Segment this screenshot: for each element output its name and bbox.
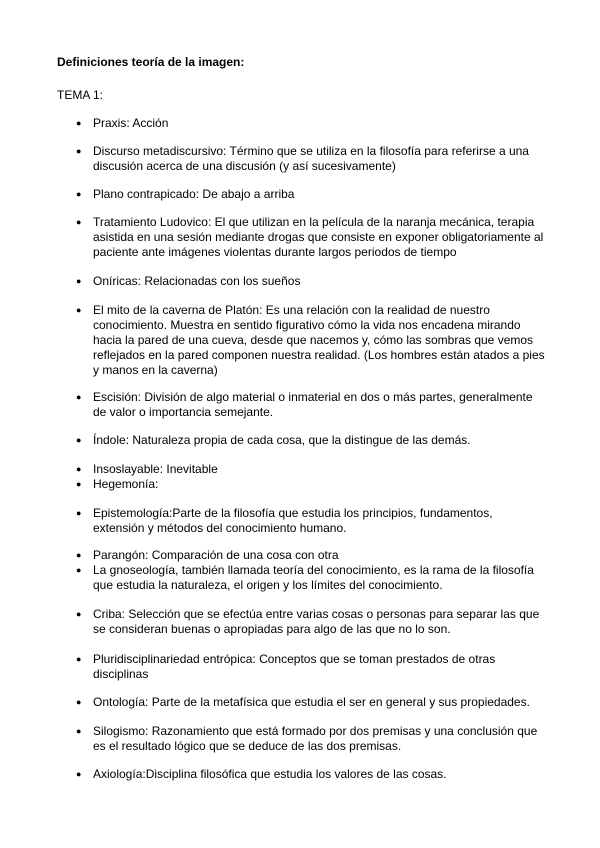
list-item: ● Plano contrapicado: De abajo a arriba (93, 187, 545, 202)
list-item: ● Axiología:Disciplina filosófica que estudia los valores de las cosas. (93, 767, 545, 782)
list-item: ● Tratamiento Ludovico: El que utilizan en la película de la naranja mecánica, terapia asistida en una sesión mediante drogas que consiste en exponer obligatoriamente al paciente ante imágenes violentas durante largos periodos de tiempo (93, 215, 545, 260)
list-item: ● La gnoseología, también llamada teoría del conocimiento, es la rama de la filosofía que estudia la naturaleza, el origen y los límites del conocimiento. (93, 563, 545, 593)
list-item: ● Hegemonía: (93, 477, 545, 492)
list-item: ● Insoslayable: Inevitable (93, 462, 545, 477)
list-item: ● Discurso metadiscursivo: Término que se utiliza en la filosofía para referirse a una discusión acerca de una discusión (y así sucesivamente) (93, 144, 545, 174)
list-item: ● Pluridisciplinariedad entrópica: Conceptos que se toman prestados de otras disciplinas (93, 652, 545, 682)
list-item: ● Oníricas: Relacionadas con los sueños (93, 274, 545, 289)
list-item: ● Parangón: Comparación de una cosa con otra (93, 548, 545, 563)
list-item: ● Epistemología:Parte de la filosofía que estudia los principios, fundamentos, extensión y métodos del conocimiento humano. (93, 506, 545, 536)
list-item: ● Ontología: Parte de la metafísica que estudia el ser en general y sus propiedades. (93, 695, 545, 710)
section-heading: TEMA 1: (57, 88, 104, 102)
list-item: ● Silogismo: Razonamiento que está formado por dos premisas y una conclusión que es el resultado lógico que se deduce de las dos premisas. (93, 724, 545, 754)
list-item: ● Índole: Naturaleza propia de cada cosa, que la distingue de las demás. (93, 433, 545, 448)
list-item: ● Criba: Selección que se efectúa entre varias cosas o personas para separar las que se consideran buenas o apropiadas para algo de las que no lo son. (93, 607, 545, 637)
page-title: Definiciones teoría de la imagen: (57, 55, 245, 69)
list-item: ● El mito de la caverna de Platón: Es una relación con la realidad de nuestro conocimiento. Muestra en sentido figurativo cómo la vida nos encadena mirando hacia la pared de una cueva, desde que nacemos y, cómo las sombras que vemos reflejados en la pared componen nuestra realidad. (Los hombres están atados a pies y manos en la caverna) (93, 303, 545, 378)
list-item: ● Escisión: División de algo material o inmaterial en dos o más partes, generalmente de valor o importancia semejante. (93, 390, 545, 420)
list-item: ● Praxis: Acción (93, 116, 545, 131)
